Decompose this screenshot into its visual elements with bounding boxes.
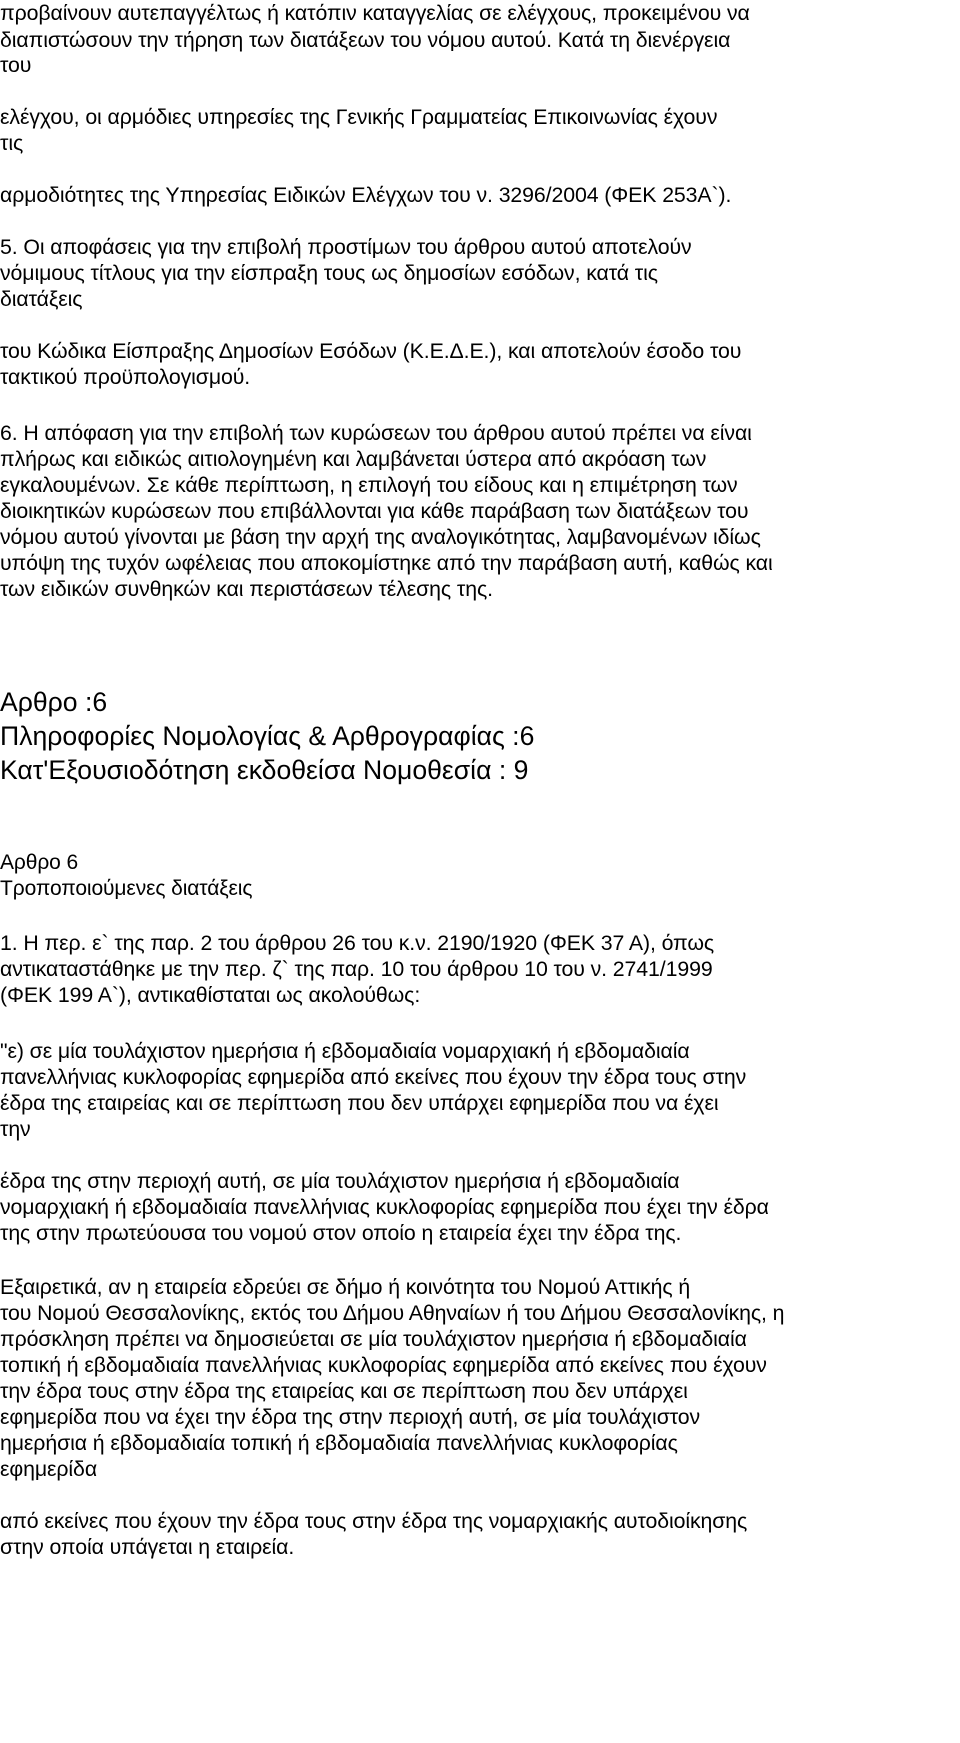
text-line: (ΦΕΚ 199 Α`), αντικαθίσταται ως ακολούθως: [0,983,421,1007]
text-line: του [0,53,32,77]
text-line: στην οποία υπάγεται η εταιρεία. [0,1535,295,1559]
text-line: 5. Οι αποφάσεις για την επιβολή προστίμων του άρθρου αυτού αποτελούν [0,235,692,259]
text-line: 6. Η απόφαση για την επιβολή των κυρώσεων του άρθρου αυτού πρέπει να είναι [0,421,752,445]
article-heading: Αρθρο :6 [0,687,108,717]
text-line: εγκαλουμένων. Σε κάθε περίπτωση, η επιλογή του είδους και η επιμέτρηση των [0,473,738,497]
jurisprudence-info: Πληροφορίες Νομολογίας & Αρθρογραφίας :6 [0,721,535,751]
text-line: πανελλήνιας κυκλοφορίας εφημερίδα από εκείνες που έχουν την έδρα τους στην [0,1065,747,1089]
text-line: τις [0,131,24,155]
text-line: έδρα της στην περιοχή αυτή, σε μία τουλάχιστον ημερήσια ή εβδομαδιαία [0,1169,680,1193]
text-line: πλήρως και ειδικώς αιτιολογημένη και λαμβάνεται ύστερα από ακρόαση των [0,447,707,471]
article-title: Αρθρο 6 [0,851,79,874]
text-line: διατάξεις [0,287,83,311]
text-line: νόμιμους τίτλους για την είσπραξη τους ως δημοσίων εσόδων, κατά τις [0,261,658,285]
text-line: "ε) σε μία τουλάχιστον ημερήσια ή εβδομαδιαία νομαρχιακή ή εβδομαδιαία [0,1039,690,1063]
text-line: της στην πρωτεύουσα του νομού στον οποίο η εταιρεία έχει την έδρα της. [0,1221,682,1245]
text-line: υπόψη της τυχόν ωφέλειας που αποκομίστηκε από την παράβαση αυτή, καθώς και [0,551,773,575]
text-line: εφημερίδα που να έχει την έδρα της στην περιοχή αυτή, σε μία τουλάχιστον [0,1405,701,1429]
article-subtitle: Τροποποιούμενες διατάξεις [0,877,253,900]
text-line: εφημερίδα [0,1457,98,1481]
text-line: ημερήσια ή εβδομαδιαία τοπική ή εβδομαδιαία πανελλήνιας κυκλοφορίας [0,1431,678,1455]
text-line: την έδρα τους στην έδρα της εταιρείας και σε περίπτωση που δεν υπάρχει [0,1379,688,1403]
text-line: νομαρχιακή ή εβδομαδιαία πανελλήνιας κυκλοφορίας εφημερίδα που έχει την έδρα [0,1195,769,1219]
text-line: από εκείνες που έχουν την έδρα τους στην έδρα της νομαρχιακής αυτοδιοίκησης [0,1509,748,1533]
text-line: τακτικού προϋπολογισμού. [0,365,251,389]
text-line: προβαίνουν αυτεπαγγέλτως ή κατόπιν καταγγελίας σε ελέγχους, προκειμένου να [0,1,750,25]
text-line: τοπική ή εβδομαδιαία πανελλήνιας κυκλοφορίας εφημερίδα από εκείνες που έχουν [0,1353,767,1377]
text-line: των ειδικών συνθηκών και περιστάσεων τέλεσης της. [0,577,493,601]
text-line: Εξαιρετικά, αν η εταιρεία εδρεύει σε δήμο ή κοινότητα του Νομού Αττικής ή [0,1275,691,1299]
text-line: του Νομού Θεσσαλονίκης, εκτός του Δήμου Αθηναίων ή του Δήμου Θεσσαλονίκης, η [0,1301,785,1325]
text-line: έδρα της εταιρείας και σε περίπτωση που δεν υπάρχει εφημερίδα που να έχει [0,1091,719,1115]
text-line: ελέγχου, οι αρμόδιες υπηρεσίες της Γενικής Γραμματείας Επικοινωνίας έχουν [0,105,718,129]
text-line: νόμου αυτού γίνονται με βάση την αρχή της αναλογικότητας, λαμβανομένων ιδίως [0,525,761,549]
text-line: αντικαταστάθηκε με την περ. ζ` της παρ. 10 του άρθρου 10 του ν. 2741/1999 [0,957,713,981]
delegated-legislation-info: Κατ'Εξουσιοδότηση εκδοθείσα Νομοθεσία : 9 [0,755,529,785]
text-line: πρόσκληση πρέπει να δημοσιεύεται σε μία τουλάχιστον ημερήσια ή εβδομαδιαία [0,1327,747,1351]
text-line: την [0,1117,31,1141]
text-line: αρμοδιότητες της Υπηρεσίας Ειδικών Ελέγχων του ν. 3296/2004 (ΦΕΚ 253Α`). [0,183,732,207]
text-line: 1. Η περ. ε` της παρ. 2 του άρθρου 26 του κ.ν. 2190/1920 (ΦΕΚ 37 Α), όπως [0,931,715,955]
text-line: διαπιστώσουν την τήρηση των διατάξεων του νόμου αυτού. Κατά τη διενέργεια [0,28,731,52]
text-line: του Κώδικα Είσπραξης Δημοσίων Εσόδων (Κ.Ε.Δ.Ε.), και αποτελούν έσοδο του [0,339,742,363]
text-line: διοικητικών κυρώσεων που επιβάλλονται για κάθε παράβαση των διατάξεων του [0,499,749,523]
